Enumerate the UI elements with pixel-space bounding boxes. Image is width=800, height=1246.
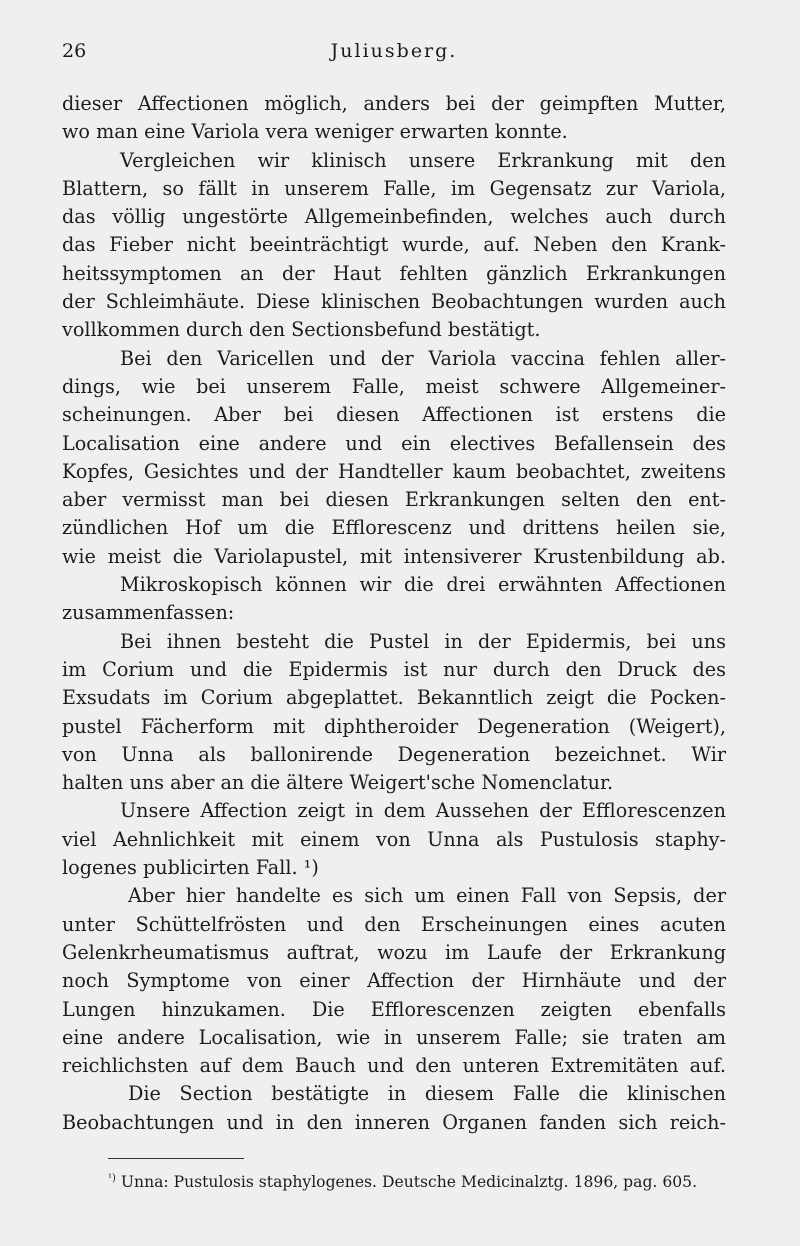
text-line: reichlichsten auf dem Bauch und den unteren Extremitäten auf.: [62, 1054, 726, 1078]
text-line: unter Schüttelfrösten und den Erscheinungen eines acuten: [62, 912, 726, 936]
text-line: heitssymptomen an der Haut fehlten gänzlich Erkrankungen: [62, 261, 726, 285]
text-line: zusammenfassen:: [62, 601, 235, 625]
text-line: von Unna als ballonirende Degeneration bezeichnet. Wir: [62, 742, 726, 766]
text-line: Kopfes, Gesichtes und der Handteller kaum beobachtet, zweitens: [62, 459, 726, 483]
text-line: der Schleimhäute. Diese klinischen Beobachtungen wurden auch: [62, 290, 726, 314]
text-line: halten uns aber an die ältere Weigert'sche Nomenclatur.: [62, 771, 614, 795]
text-line: aber vermisst man bei diesen Erkrankungen selten den ent-: [62, 488, 726, 512]
text-line: eine andere Localisation, wie in unserem Falle; sie traten am: [62, 1025, 726, 1049]
text-line: dings, wie bei unserem Falle, meist schwere Allgemeiner-: [62, 374, 726, 398]
footnote-marker: ¹): [108, 1173, 116, 1184]
text-line: das Fieber nicht beeinträchtigt wurde, auf. Neben den Krank-: [62, 233, 726, 257]
text-line: vollkommen durch den Sectionsbefund bestätigt.: [62, 318, 541, 342]
text-line: zündlichen Hof um die Efflorescenz und drittens heilen sie,: [62, 516, 726, 540]
text-line: wie meist die Variolapustel, mit intensiverer Krustenbildung ab.: [62, 544, 726, 568]
text-line: Blattern, so fällt in unserem Falle, im Gegensatz zur Variola,: [62, 176, 726, 200]
text-line: im Corium und die Epidermis ist nur durch den Druck des: [62, 657, 726, 681]
text-line: dieser Affectionen möglich, anders bei der geimpften Mutter,: [62, 92, 726, 115]
footnote: [108, 1168, 726, 1193]
text-line: Unsere Affection zeigt in dem Aussehen der Efflorescenzen: [120, 799, 726, 823]
text-line: Aber hier handelte es sich um einen Fall von Sepsis, der: [128, 884, 726, 908]
text-line: Bei ihnen besteht die Pustel in der Epidermis, bei uns: [120, 629, 726, 653]
page-number: 26: [62, 40, 87, 62]
text-line: viel Aehnlichkeit mit einem von Unna als Pustulosis staphy-: [62, 827, 726, 851]
text-line: Die Section bestätigte in diesem Falle die klinischen: [128, 1082, 726, 1106]
text-line: pustel Fächerform mit diphtheroider Degeneration (Weigert),: [62, 714, 726, 738]
text-line: Vergleichen wir klinisch unsere Erkrankung mit den: [120, 148, 726, 172]
text-line: Exsudats im Corium abgeplattet. Bekanntlich zeigt die Pocken-: [62, 686, 726, 710]
text-line: wo man eine Variola vera weniger erwarten konnte.: [62, 120, 568, 144]
text-line: Gelenkrheumatismus auftrat, wozu im Laufe der Erkrankung: [62, 940, 726, 964]
text-line: noch Symptome von einer Affection der Hirnhäute und der: [62, 969, 726, 993]
page-header: [62, 40, 726, 70]
footnote-divider: [108, 1158, 244, 1159]
running-head: Juliusberg.: [330, 40, 458, 62]
text-line: logenes publicirten Fall. ¹): [62, 856, 319, 880]
text-line: Localisation eine andere und ein electives Befallensein des: [62, 431, 726, 455]
text-line: Mikroskopisch können wir die drei erwähnten Affectionen: [120, 573, 726, 597]
text-line: Beobachtungen und in den inneren Organen fanden sich reich-: [62, 1110, 726, 1134]
footnote-text: Unna: Pustulosis staphylogenes. Deutsche Medicinalztg. 1896, pag. 605.: [120, 1173, 698, 1191]
text-line: Lungen hinzukamen. Die Efflorescenzen zeigten ebenfalls: [62, 997, 726, 1021]
text-line: das völlig ungestörte Allgemeinbefinden, welches auch durch: [62, 205, 726, 229]
text-line: scheinungen. Aber bei diesen Affectionen ist erstens die: [62, 403, 726, 427]
body-text: [62, 90, 726, 1137]
text-line: Bei den Varicellen und der Variola vaccina fehlen aller-: [120, 346, 726, 370]
